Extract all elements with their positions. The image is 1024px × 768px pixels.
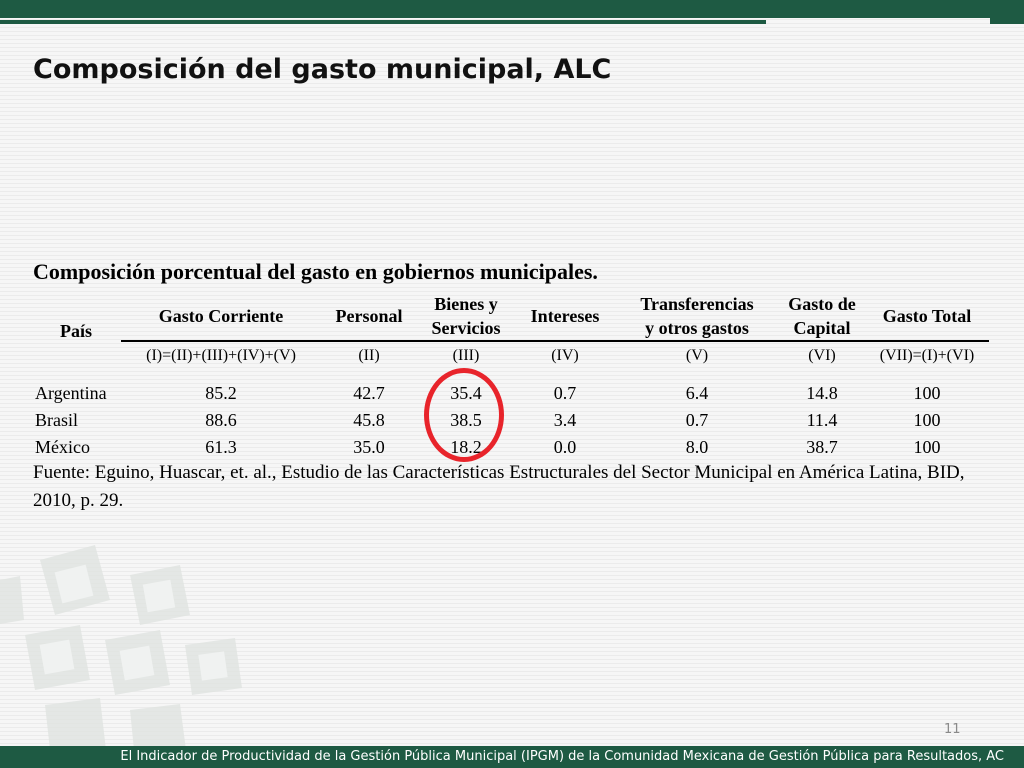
column-formula: (II): [358, 347, 380, 364]
spending-composition-table: [31, 292, 989, 461]
column-formula: (VI): [808, 347, 836, 364]
table-cell: 18.2: [450, 437, 482, 457]
column-header-line: Capital: [793, 318, 851, 338]
table-row: [31, 370, 989, 407]
footer-text: El Indicador de Productividad de la Gestión Pública Municipal (IPGM) de la Comunidad Mexicana de Gestión Pública para Resultados, AC: [120, 749, 1004, 764]
highlight-circle: [424, 368, 504, 462]
table-cell: 35.0: [353, 437, 385, 457]
column-header-intereses: Intereses: [515, 292, 615, 341]
column-header-bienes-servicios: [417, 292, 515, 341]
table-cell: 61.3: [205, 437, 237, 457]
column-header-gasto-capital: [779, 292, 865, 341]
country-cell: Argentina: [35, 383, 107, 403]
top-bar: [0, 0, 1024, 18]
table-cell: 100: [913, 383, 941, 403]
table-cell: 11.4: [806, 410, 838, 430]
column-formula: (IV): [551, 347, 579, 364]
column-formula: (III): [452, 347, 480, 364]
decorative-squares: [0, 520, 260, 750]
table-cell: 3.4: [553, 410, 577, 430]
table-cell: 6.4: [685, 383, 709, 403]
column-header-gasto-corriente: Gasto Corriente: [121, 292, 321, 341]
table-cell: 0.7: [553, 383, 577, 403]
table-cell: 85.2: [205, 383, 237, 403]
column-header-gasto-total: Gasto Total: [865, 292, 989, 341]
column-header-line: Bienes y: [434, 294, 498, 314]
top-accent-block: [990, 18, 1024, 24]
column-header-personal: Personal: [321, 292, 417, 341]
column-header-line: Gasto de: [788, 294, 856, 314]
table-cell: 0.0: [553, 437, 577, 457]
column-formula: (V): [685, 347, 709, 364]
country-cell: México: [35, 437, 90, 457]
table-cell: 45.8: [353, 410, 385, 430]
table-row: [31, 434, 989, 461]
table-cell: 35.4: [450, 383, 482, 403]
table-cell: 14.8: [806, 383, 838, 403]
table-cell: 38.7: [806, 437, 838, 457]
table-heading: Composición porcentual del gasto en gobiernos municipales.: [33, 259, 598, 284]
column-header-line: y otros gastos: [645, 318, 749, 338]
table-cell: 100: [913, 437, 941, 457]
table-cell: 100: [913, 410, 941, 430]
column-header-line: Servicios: [431, 318, 501, 338]
footer-bar: [0, 746, 1024, 768]
table-cell: 88.6: [205, 410, 237, 430]
table-cell: 0.7: [685, 410, 709, 430]
table-row: [31, 407, 989, 434]
country-cell: Brasil: [35, 410, 78, 430]
source-note: Fuente: Eguino, Huascar, et. al., Estudio de las Características Estructurales del Sector Municipal en América Latina, BID, 2010, p. 29.: [33, 462, 965, 511]
table-cell: 42.7: [353, 383, 385, 403]
page-number: 11: [944, 722, 961, 737]
column-formula: (VII)=(I)+(VI): [879, 347, 975, 364]
column-formula: (I)=(II)+(III)+(IV)+(V): [146, 347, 296, 364]
table-cell: 38.5: [450, 410, 482, 430]
top-accent-line: [0, 20, 766, 24]
column-header-line: Transferencias: [640, 294, 754, 314]
slide-title: Composición del gasto municipal, ALC: [33, 54, 612, 85]
table-cell: 8.0: [685, 437, 709, 457]
column-header-pais: País: [59, 321, 92, 341]
column-header-transferencias: [615, 292, 779, 341]
